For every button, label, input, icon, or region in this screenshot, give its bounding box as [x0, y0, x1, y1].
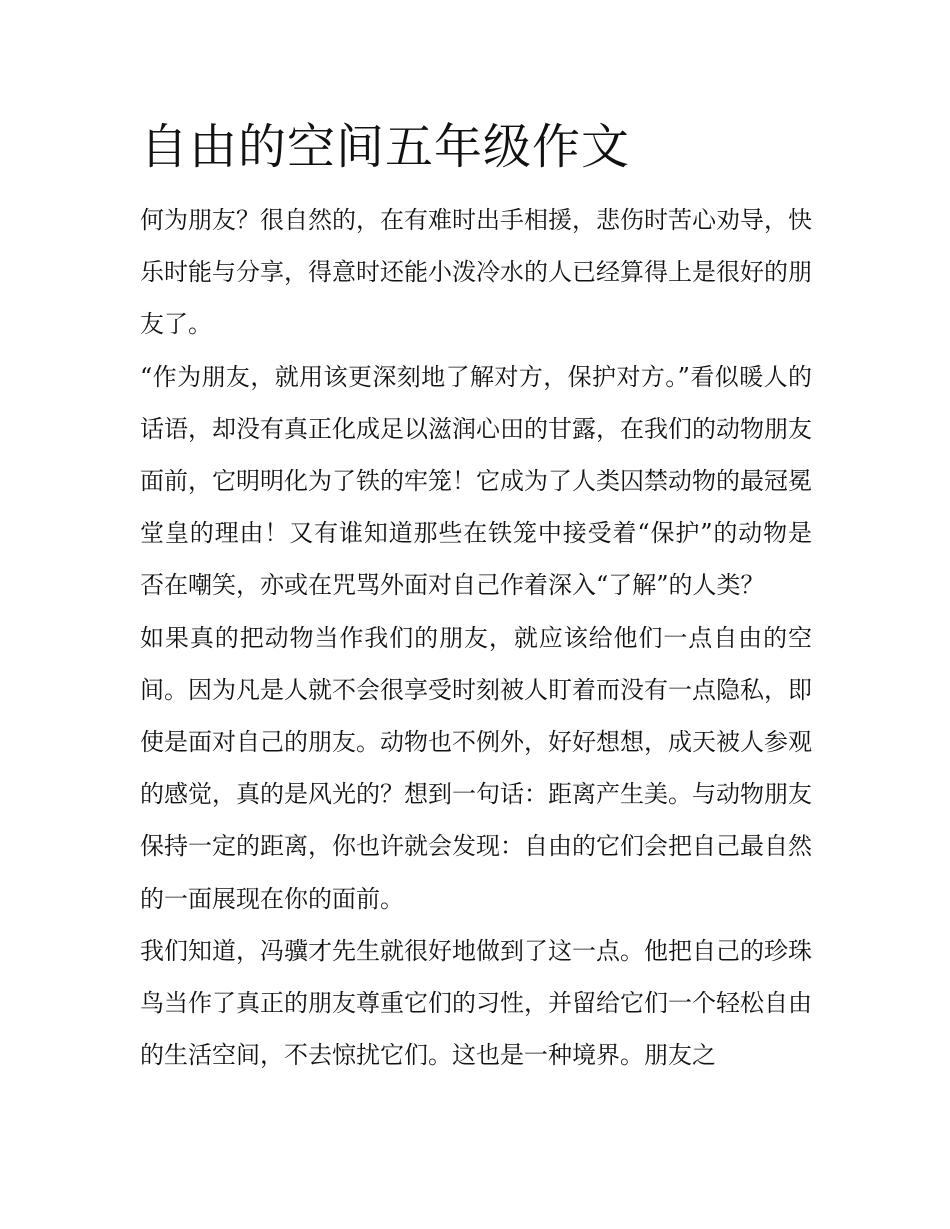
- paragraph-4: 我们知道，冯骥才先生就很好地做到了这一点。他把自己的珍珠鸟当作了真正的朋友尊重它们的习性，并留给它们一个轻松自由的生活空间，不去惊扰它们。这也是一种境界。朋友之: [140, 936, 812, 1070]
- document-title: 自由的空间五年级作文: [140, 119, 631, 175]
- paragraph-1: 何为朋友？很自然的，在有难时出手相援，悲伤时苦心劝导，快乐时能与分享，得意时还能小泼冷水的人已经算得上是很好的朋友了。: [140, 206, 812, 339]
- paragraph-2: “作为朋友，就用该更深刻地了解对方，保护对方。”看似暖人的话语，却没有真正化成足以滋润心田的甘露，在我们的动物朋友面前，它明明化为了铁的牢笼！它成为了人类囚禁动物的最冠冕堂皇的理由！又有谁知道那些在铁笼中接受着“保护”的动物是否在嘲笑，亦或在咒骂外面对自己作着深入“了解”的人类？: [140, 362, 812, 600]
- document-page: [140, 112, 812, 1081]
- paragraph-3: 如果真的把动物当作我们的朋友，就应该给他们一点自由的空间。因为凡是人就不会很享受时刻被人盯着而没有一点隐私，即使是面对自己的朋友。动物也不例外，好好想想，成天被人参观的感觉，真的是风光的？想到一句话：距离产生美。与动物朋友保持一定的距离，你也许就会发现：自由的它们会把自己最自然的一面展现在你的面前。: [140, 623, 812, 913]
